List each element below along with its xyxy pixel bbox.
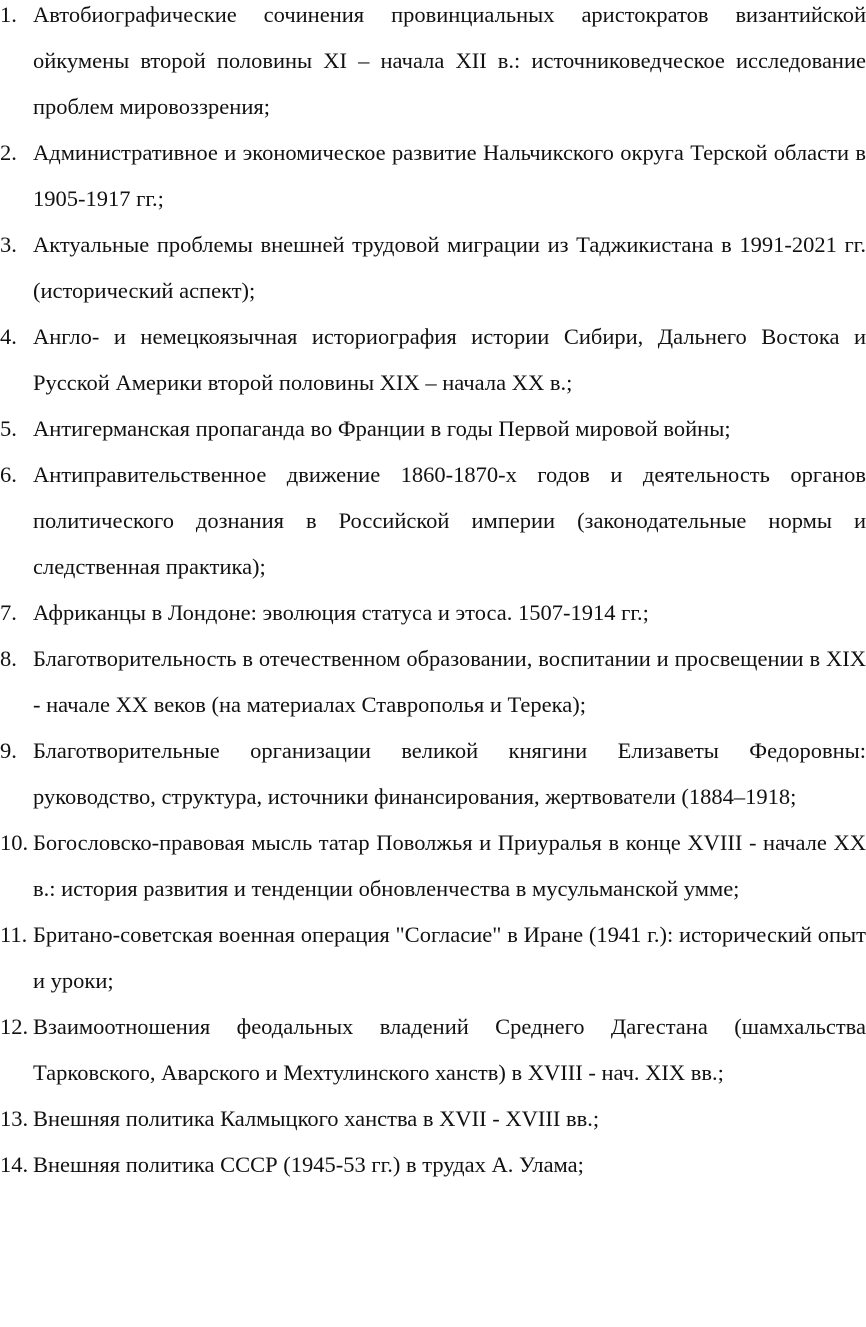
list-item-number: 12. [0,1014,29,1039]
list-item-text: Антиправительственное движение 1860-1870-х годов и деятельность органов политического дознания в Российской империи (законодательные нормы и следственная практика); [33,462,866,579]
list-item [0,1004,866,1096]
list-item-text: Административное и экономическое развитие Нальчикского округа Терской области в 1905-1917 гг.; [33,140,866,211]
list-item-text: Англо- и немецкоязычная историография истории Сибири, Дальнего Востока и Русской Америки второй половины XIX – начала XX в.; [33,324,866,395]
list-item [0,406,866,452]
list-item [0,912,866,1004]
list-item [0,820,866,912]
list-item-text: Внешняя политика Калмыцкого ханства в XVII - XVIII вв.; [33,1106,600,1131]
list-item-number: 4. [0,324,17,349]
list-item-number: 9. [0,738,17,763]
list-item [0,222,866,314]
list-item-number: 2. [0,140,17,165]
list-item [0,314,866,406]
list-item-number: 8. [0,646,17,671]
list-item-number: 5. [0,416,17,441]
list-item-text: Автобиографические сочинения провинциальных аристократов византийской ойкумены второй половины XI – начала XII в.: источниковедческое исследование проблем мировоззрения; [33,2,866,119]
list-item-text: Благотворительность в отечественном образовании, воспитании и просвещении в XIX - начале XX веков (на материалах Ставрополья и Терека); [33,646,866,717]
list-item-number: 1. [0,2,17,27]
list-item [0,0,866,130]
list-item-text: Британо-советская военная операция "Согласие" в Иране (1941 г.): исторический опыт и уроки; [33,922,866,993]
list-item-text: Антигерманская пропаганда во Франции в годы Первой мировой войны; [33,416,731,441]
list-item-number: 13. [0,1106,29,1131]
list-item-number: 10. [0,830,29,855]
list-item-text: Актуальные проблемы внешней трудовой миграции из Таджикистана в 1991-2021 гг. (исторический аспект); [33,232,866,303]
list-item-number: 7. [0,600,17,625]
list-item [0,130,866,222]
list-item [0,728,866,820]
list-item-number: 3. [0,232,17,257]
list-item-text: Благотворительные организации великой княгини Елизаветы Федоровны: руководство, структура, источники финансирования, жертвователи (1884–1918; [33,738,866,809]
list-item [0,636,866,728]
list-item-text: Внешняя политика СССР (1945-53 гг.) в трудах А. Улама; [33,1152,584,1177]
list-item [0,590,866,636]
list-item [0,1096,866,1142]
list-item-text: Взаимоотношения феодальных владений Среднего Дагестана (шамхальства Тарковского, Аварского и Мехтулинского ханств) в XVIII - нач. XIX вв.; [33,1014,866,1085]
list-item [0,452,866,590]
list-item-number: 6. [0,462,17,487]
list-item [0,1142,866,1188]
list-item-text: Богословско-правовая мысль татар Поволжья и Приуралья в конце XVIII - начале XX в.: история развития и тенденции обновленчества в мусульманской умме; [33,830,866,901]
list-item-number: 11. [0,922,28,947]
list-item-text: Африканцы в Лондоне: эволюция статуса и этоса. 1507-1914 гг.; [33,600,649,625]
list-item-number: 14. [0,1152,29,1177]
